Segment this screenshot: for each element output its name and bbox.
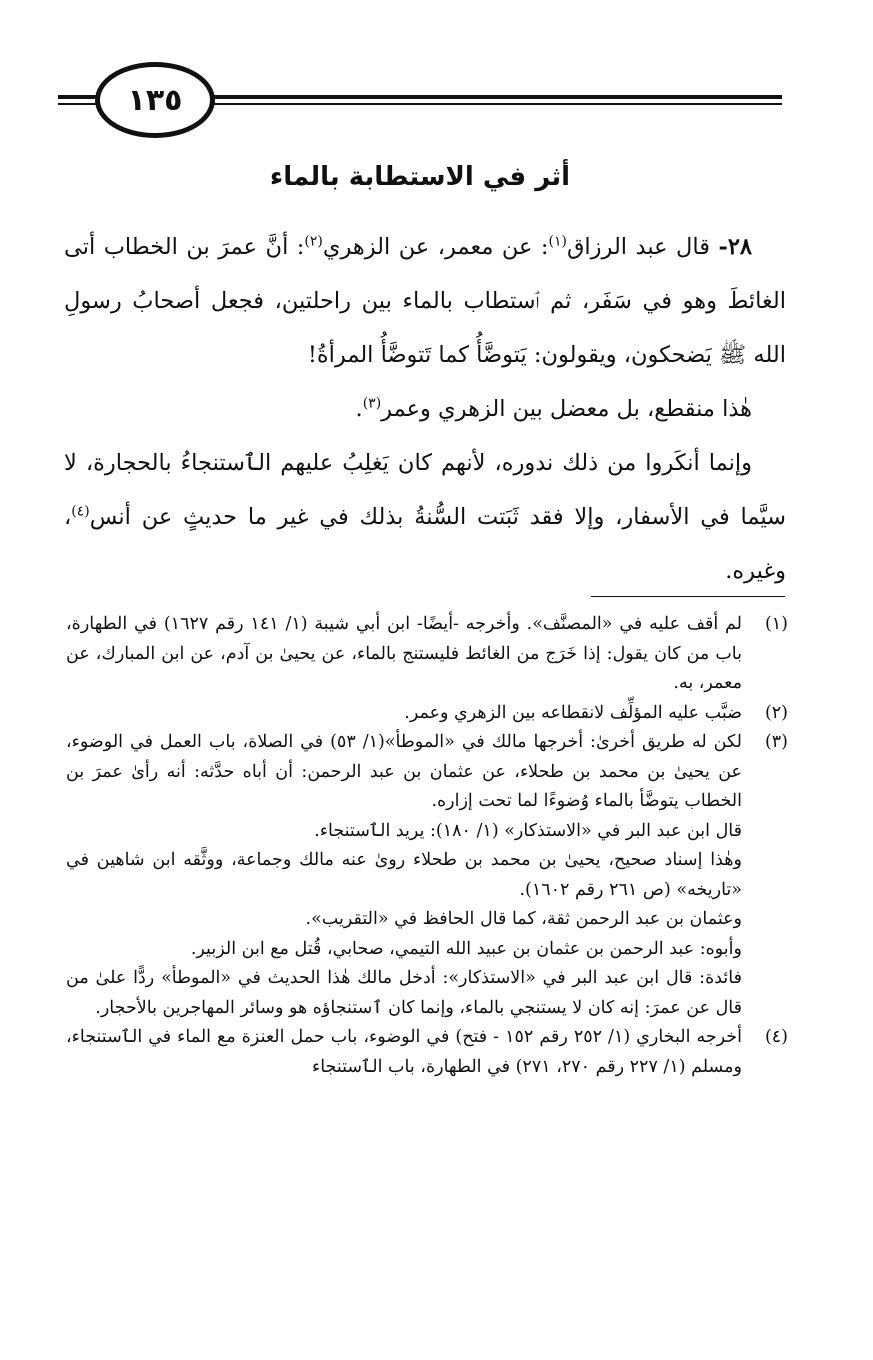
section-title: أثر في الاستطابة بالماء	[269, 162, 571, 192]
footnote-number: (٣)	[764, 732, 788, 752]
footnote-number: (٤)	[764, 1027, 788, 1047]
footnote-line: قال ابن عبد البر في «الاستذكار» (١/ ١٨٠): يريد الٱستنجاء.	[314, 820, 742, 841]
footnote-line: لكن له طريق أخرىٰ: أخرجها مالك في «الموطأ»(١/ ٥٣) في الصلاة، باب العمل في الوضوء، عن يحيىٰ بن محمد بن طحلاء، عن عثمان بن عبد الرحمن: أن أباه حدَّثه: أنه رأىٰ عمرَ بن الخطاب يتوضَّأ بالماء وُضوءًا لما تحت إزاره.	[66, 732, 742, 811]
page-number: ١٣٥	[95, 62, 215, 138]
text-run: : أنَّ عمرَ بن الخطاب أتى الغائطَ وهو في سَفَر، ثم ٱستطاب بالماء بين راحلتين، فجعل أصحابُ رسولِ الله ﷺ يَضحكون، ويقولون: يَتوضَّأُ كما تَتوضَّأُ المرأةُ!	[64, 234, 786, 368]
text-run: : عن معمر، عن الزهري	[322, 234, 549, 260]
footnote-4	[66, 1023, 788, 1082]
footnote-2	[66, 699, 788, 729]
footnote-separator	[591, 596, 785, 597]
paragraph-athar	[64, 220, 786, 382]
main-text	[64, 220, 786, 598]
footnote-3	[66, 728, 788, 1023]
text-run: هٰذا منقطع، بل معضل بين الزهري وعمر	[381, 396, 752, 422]
page-header	[58, 62, 782, 142]
footnote-line: لم أقف عليه في «المصنَّف». وأخرجه -أيضًا- ابن أبي شيبة (١/ ١٤١ رقم ١٦٢٧) في الطهارة، باب من كان يقول: إذا خَرَج من الغائط فليستنج بالماء، عن يحيىٰ بن آدم، عن ابن المبارك، عن معمر، به.	[66, 614, 742, 693]
paragraph-explanation	[64, 436, 786, 598]
text-run: ، وغيره.	[64, 504, 786, 584]
footnote-ref-4: (٤)	[71, 503, 90, 520]
footnote-ref-1: (١)	[548, 233, 567, 250]
text-run: وإنما أنكَروا من ذلك ندوره، لأنهم كان يَغلِبُ عليهم الٱستنجاءُ بالحجارة، لا سيَّما في الأسفار، وإلا فقد ثَبَتت السُّنةُ بذلك في غير ما حديثٍ عن أنس	[64, 450, 786, 530]
footnote-body	[66, 610, 742, 699]
footnote-line: فائدة: قال ابن عبد البر في «الاستذكار»: أدخل مالك هٰذا الحديث في «الموطأ» ردًّا علىٰ من قال عن عمرَ: إنه كان لا يستنجي بالماء، وإنما كان ٱستنجاؤه هو وسائر المهاجرين بالأحجار.	[66, 968, 742, 1018]
footnote-body	[66, 1023, 742, 1082]
footnote-line: وعثمان بن عبد الرحمن ثقة، كما قال الحافظ في «التقريب».	[305, 909, 742, 929]
footnote-line: وهٰذا إسناد صحيح، يحيىٰ بن محمد بن طحلاء روىٰ عنه مالك وجماعة، ووثَّقه ابن شاهين في «تاريخه» (ص ٢٦١ رقم ١٦٠٢).	[66, 850, 742, 900]
footnote-body	[66, 728, 742, 1023]
footnote-line: أخرجه البخاري (١/ ٢٥٢ رقم ١٥٢ - فتح) في الوضوء، باب حمل العنزة مع الماء في الٱستنجاء، ومسلم (١/ ٢٢٧ رقم ٢٧٠، ٢٧١) في الطهارة، باب الٱستنجاء	[66, 1027, 742, 1077]
footnotes	[66, 610, 788, 1082]
footnote-number: (١)	[764, 614, 788, 634]
footnote-line: وأبوه: عبد الرحمن بن عثمان بن عبيد الله التيمي، صحابي، قُتل مع ابن الزبير.	[190, 938, 742, 959]
footnote-1	[66, 610, 788, 699]
footnote-number: (٢)	[764, 702, 788, 723]
footnote-ref-2: (٢)	[304, 233, 323, 250]
text-run: .	[355, 396, 363, 422]
text-run: قال عبد الرزاق	[566, 234, 710, 260]
footnote-ref-3: (٣)	[362, 395, 382, 412]
paragraph-grading	[64, 382, 786, 436]
footnote-line: ضبَّب عليه المؤلِّف لانقطاعه بين الزهري وعمر.	[404, 702, 742, 723]
footnote-body	[66, 699, 742, 729]
item-number: ٢٨-	[718, 234, 752, 260]
